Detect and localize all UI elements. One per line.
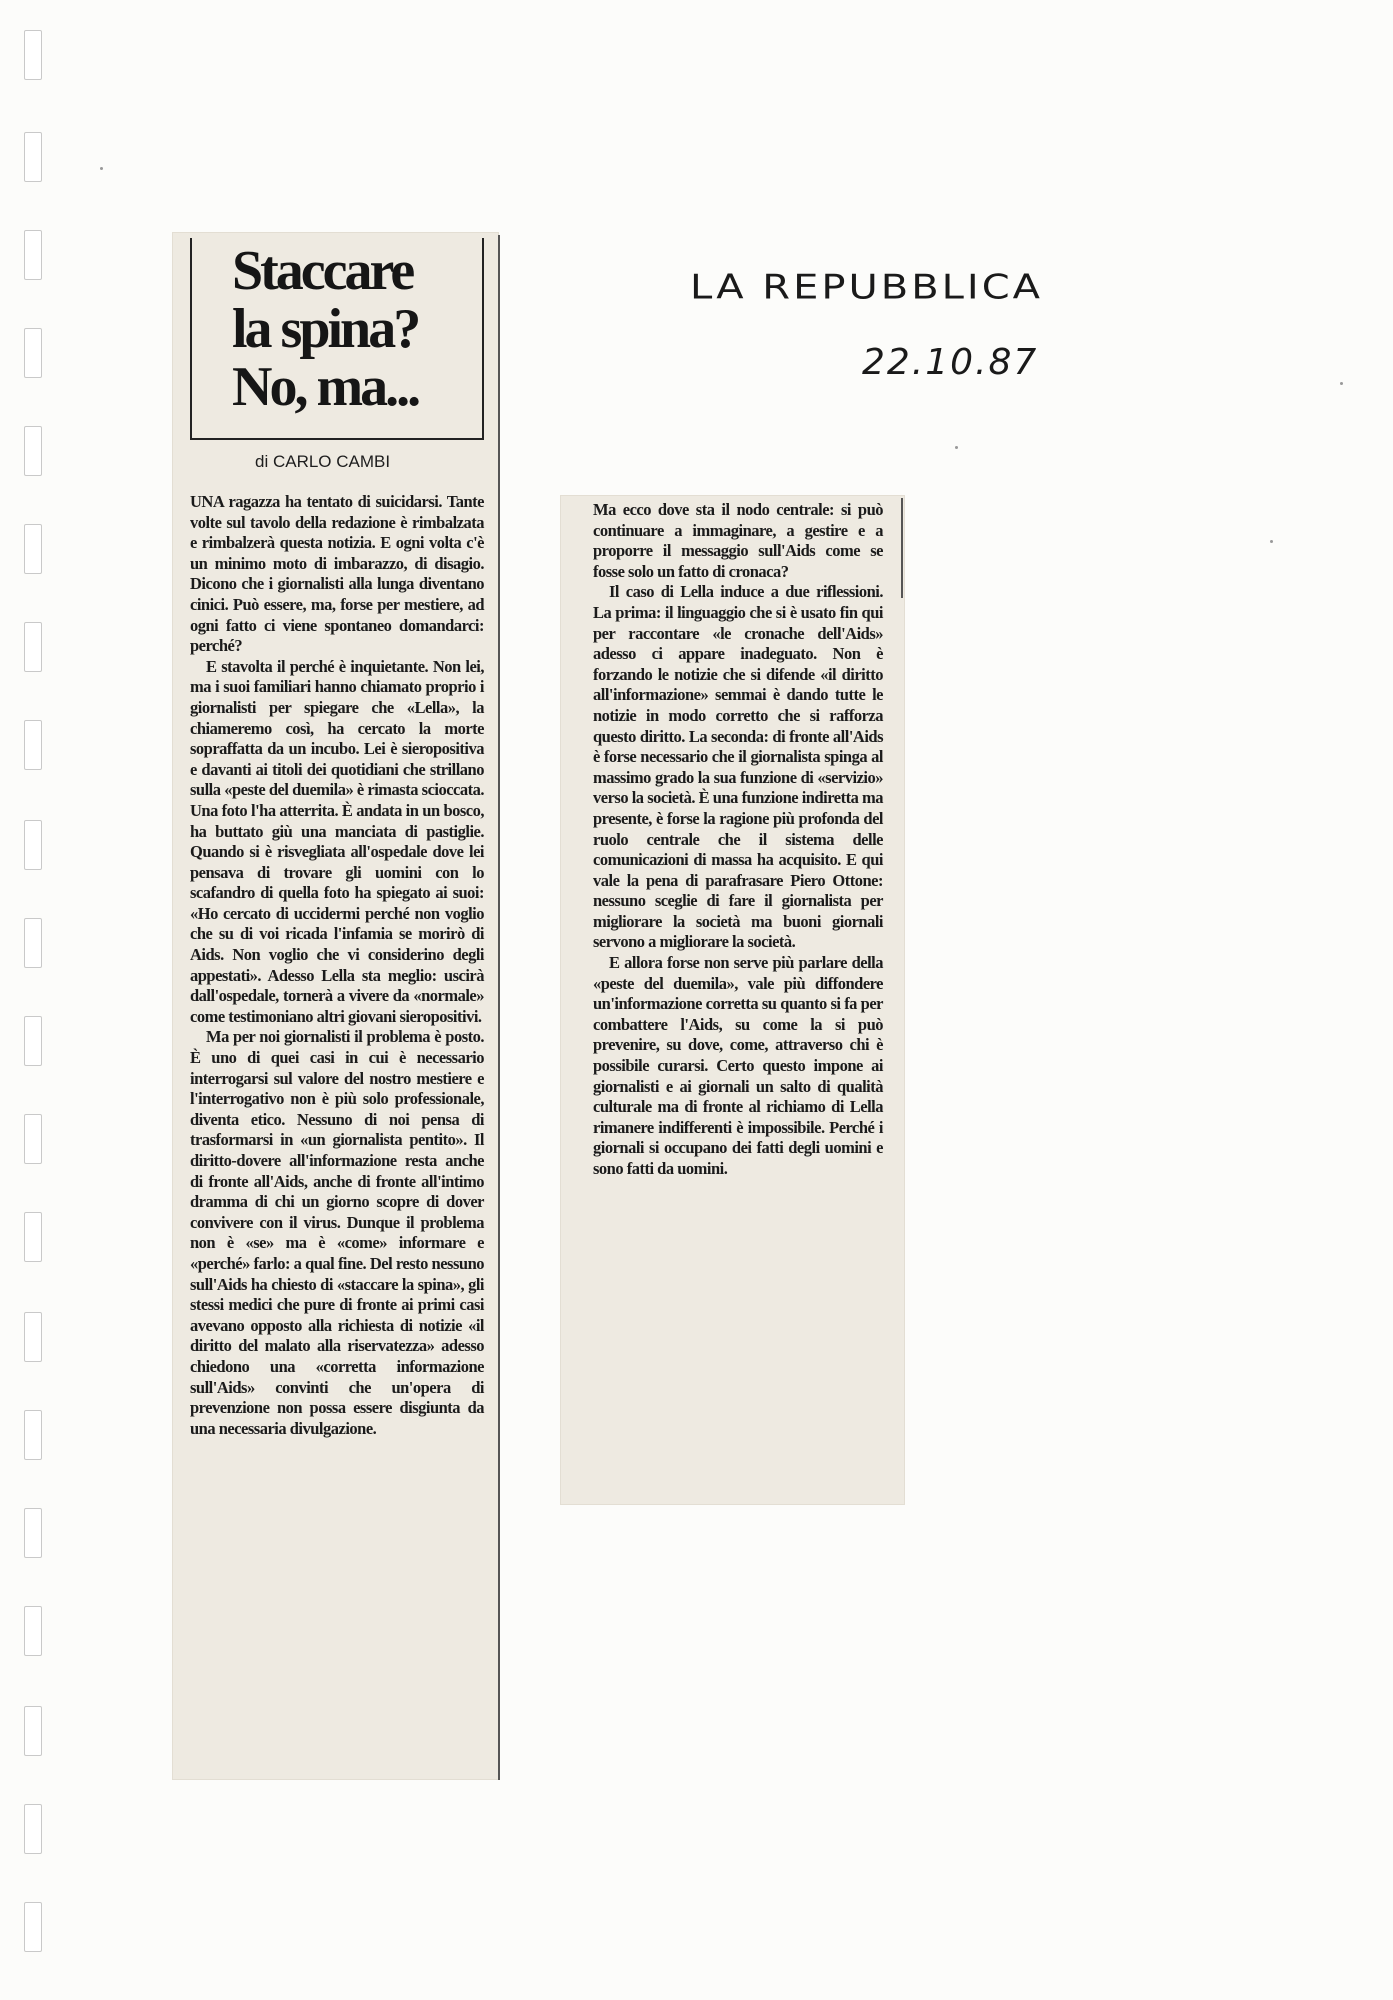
binder-hole	[24, 1508, 42, 1558]
paper-speck	[1340, 382, 1343, 385]
binder-hole	[24, 1114, 42, 1164]
binder-hole	[24, 132, 42, 182]
handwritten-date: 22.10.87	[862, 342, 1039, 383]
binder-hole	[24, 622, 42, 672]
binder-holes	[24, 30, 46, 1970]
binder-hole	[24, 524, 42, 574]
paragraph: UNA ragazza ha tentato di suicidarsi. Tante volte sul tavolo della redazione è rimbalzata e rimbalzerà questa notizia. E ogni volta c'è un minimo moto di imbarazzo, di disagio. Dicono che i giornalisti alla lunga diventano cinici. Può essere, ma, forse per mestiere, ad ogni fatto ci viene spontaneo domandarci: perché?	[190, 492, 484, 656]
paper-speck	[955, 446, 958, 449]
paragraph: Ma ecco dove sta il nodo centrale: si può continuare a immaginare, a gestire e a proporre il messaggio sull'Aids come se fosse solo un fatto di cronaca?	[593, 500, 883, 581]
binder-hole	[24, 1212, 42, 1262]
clipping-edge-rule	[498, 235, 500, 1780]
article-byline: di CARLO CAMBI	[255, 452, 391, 471]
paper-speck	[100, 167, 103, 170]
binder-hole	[24, 1902, 42, 1952]
article-headline: Staccare la spina? No, ma...	[232, 240, 419, 418]
article-column-right	[593, 500, 883, 1180]
binder-hole	[24, 1804, 42, 1854]
binder-hole	[24, 1606, 42, 1656]
paragraph: E allora forse non serve più parlare della «peste del duemila», vale più diffondere un'informazione corretta su quanto si fa per combattere l'Aids, su come la si può prevenire, su dove, come, attraverso chi è possibile curarsi. Certo questo impone ai giornalisti e ai giornali un salto di qualità culturale ma di fronte al richiamo di Lella rimanere indifferenti è impossibile. Perché i giornali si occupano dei fatti degli uomini e sono fatti da uomini.	[593, 953, 883, 1178]
paper-speck	[1270, 540, 1273, 543]
binder-hole	[24, 230, 42, 280]
binder-hole	[24, 426, 42, 476]
paragraph: Ma per noi giornalisti il problema è posto. È uno di quei casi in cui è necessario interrogarsi sul valore del nostro mestiere e l'interrogativo non è più solo professionale, diventa etico. Nessuno di noi pensa di trasformarsi in «un giornalista pentito». Il diritto-dovere all'informazione resta anche di fronte all'Aids, anche di fronte all'intimo dramma di chi un giorno scopre di dover convivere con il virus. Dunque il problema non è «se» ma è «come» informare e «perché» farlo: a qual fine. Del resto nessuno sull'Aids ha chiesto di «staccare la spina», gli stessi medici che pure di fronte ai primi casi avevano opposto alla richiesta di notizie «il diritto del malato alla riservatezza» adesso chiedono una «corretta informazione sull'Aids» convinti che un'opera di prevenzione non possa essere disgiunta da una necessaria divulgazione.	[190, 1027, 484, 1438]
paragraph: Il caso di Lella induce a due riflessioni. La prima: il linguaggio che si è usato fin qui per raccontare «le cronache dell'Aids» adesso ci appare inadeguato. Non è forzando le notizie che si difende «il diritto all'informazione» semmai è dando tutte le notizie in modo corretto che si rafforza questo diritto. La seconda: di fronte all'Aids è forse necessario che il giornalista spinga al massimo grado la sua funzione di «servizio» verso la società. È una funzione indiretta ma presente, è forse la ragione più profonda del ruolo centrale che il sistema delle comunicazioni di massa ha acquisito. E qui vale la pena di parafrasare Piero Ottone: nessuno sceglie di fare il giornalista per migliorare la società ma buoni giornali servono a migliorare la società.	[593, 582, 883, 952]
binder-hole	[24, 1706, 42, 1756]
binder-hole	[24, 1016, 42, 1066]
binder-hole	[24, 30, 42, 80]
handwritten-newspaper-name: LA REPUBBLICA	[690, 268, 1044, 308]
binder-hole	[24, 820, 42, 870]
binder-hole	[24, 328, 42, 378]
binder-hole	[24, 1410, 42, 1460]
paragraph: E stavolta il perché è inquietante. Non lei, ma i suoi familiari hanno chiamato proprio i giornalisti per spiegare che «Lella», la chiameremo così, ha cercato la morte sopraffatta da un incubo. Lei è sieropositiva e davanti ai titoli dei quotidiani che strillano sulla «peste del duemila» è rimasta scioccata. Una foto l'ha atterrita. È andata in un bosco, ha buttato giù una manciata di pastiglie. Quando si è risvegliata all'ospedale dove lei pensava di trovare gli uomini con lo scafandro di quella foto ha spiegato ai suoi: «Ho cercato di uccidermi perché non voglio che su di voi ricada l'infamia se morirò di Aids. Non voglio che vi considerino degli appestati». Adesso Lella sta meglio: uscirà dall'ospedale, tornerà a vivere da «normale» come testimoniano altri giovani sieropositivi.	[190, 656, 484, 1026]
binder-hole	[24, 918, 42, 968]
binder-hole	[24, 720, 42, 770]
clipping-edge-rule	[901, 498, 903, 598]
binder-hole	[24, 1312, 42, 1362]
article-column-left	[190, 492, 484, 1439]
